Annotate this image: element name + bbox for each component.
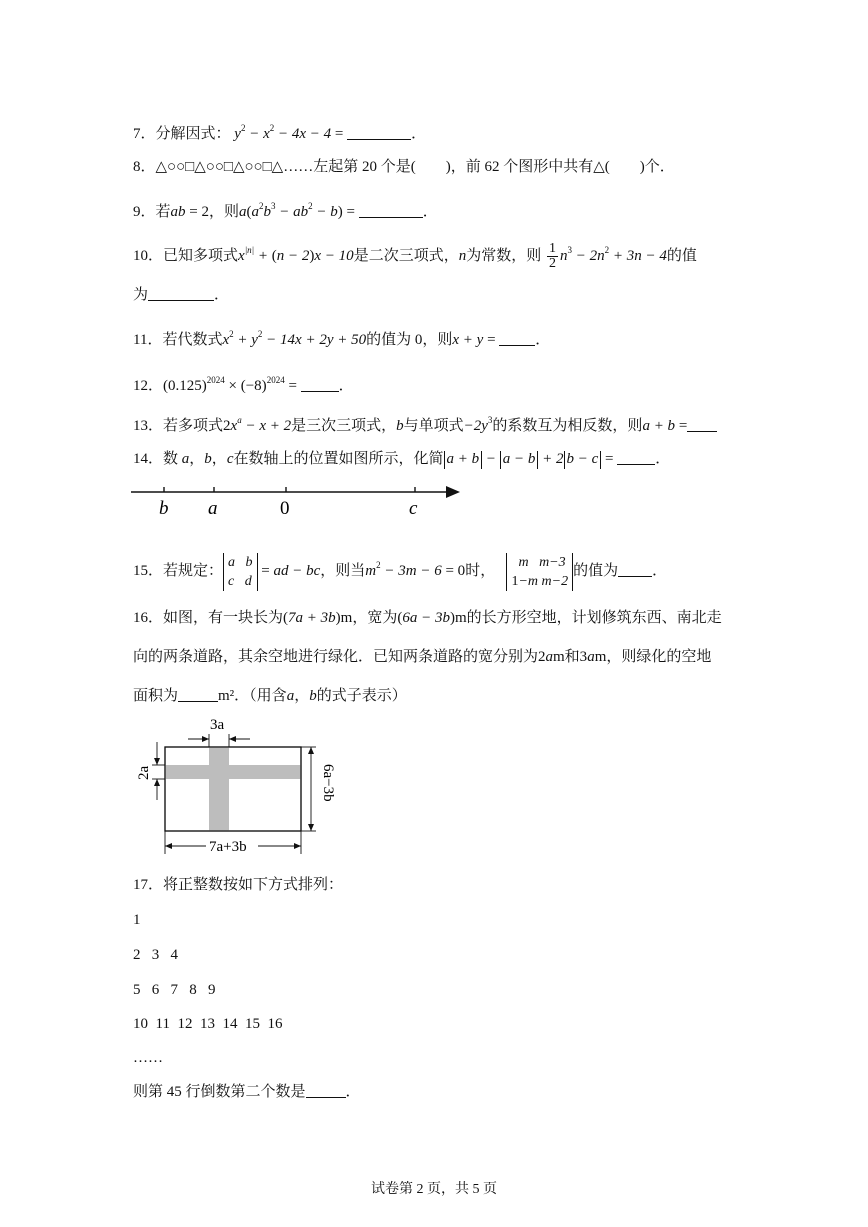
- question-text: 若多项式: [163, 418, 224, 434]
- label-top: 3a: [210, 717, 225, 733]
- arrow-head: [308, 824, 314, 831]
- label-left: 2a: [136, 765, 152, 780]
- arrow-head: [229, 736, 236, 742]
- question-text: 为: [133, 287, 149, 303]
- expression: a + b − a − b + 2 b − c =: [444, 451, 614, 467]
- answer-blank: [148, 286, 214, 301]
- question-text: m，宽为: [340, 610, 398, 626]
- question-text: 的值为: [573, 563, 619, 579]
- question-text: 时，: [465, 563, 496, 579]
- question-number: 7．: [133, 126, 156, 142]
- question-text: 面积为: [133, 688, 179, 704]
- question-text: 如图，有一块长为: [163, 610, 284, 626]
- question-number: 13．: [133, 418, 164, 434]
- question-9: [133, 196, 438, 222]
- question-text: ，: [294, 688, 310, 704]
- fraction-half: $\frac{1}{2}$: [548, 241, 556, 272]
- expression: $x^2 + y^2 - 14x + 2y + 50$: [222, 329, 367, 348]
- expression: x + y =: [452, 332, 496, 348]
- question-text: 向的两条道路，其余空地进行绿化．已知两条道路的宽分别为2: [133, 649, 546, 665]
- expression: = ad − bc: [261, 563, 321, 579]
- question-text: 是三次三项式，: [291, 418, 397, 434]
- arrow-head: [165, 843, 172, 849]
- label-a: a: [208, 498, 218, 519]
- question-number: 17．: [133, 877, 164, 893]
- question-17: [133, 875, 343, 895]
- number-line: [128, 480, 468, 520]
- arrow-head: [294, 843, 301, 849]
- question-10: 10．已知多项式$x^{|n|} + (n - 2)x - 10$是二次三项式，n为常数，则 $\frac{1}{2}$ $n^3 - 2n^2 + 3n - 4$的值: [133, 241, 697, 272]
- north-south-road: [209, 747, 229, 831]
- question-text: 已知多项式: [163, 248, 239, 264]
- expression: $(0.125)^{2024} \times (-8)^{2024}$ =: [163, 375, 297, 394]
- condition: ab = 2: [170, 204, 209, 220]
- polynomial: $2x^a - x + 2$: [223, 415, 292, 434]
- question-number: 10．: [133, 248, 164, 264]
- comma: ，: [189, 451, 205, 467]
- question-11: [133, 324, 550, 350]
- answer-blank: [687, 417, 717, 432]
- number-row-3: 5 6 7 8 9: [133, 982, 216, 998]
- page-footer: 试卷第 2 页，共 5 页: [371, 1182, 497, 1197]
- question-text: m，则绿化的空地: [594, 649, 712, 665]
- period: ．: [345, 1084, 361, 1100]
- number-row-4: 10 11 12 13 14 15 16: [133, 1016, 283, 1032]
- arrow-head: [446, 486, 460, 498]
- expression: a + b =: [642, 418, 688, 434]
- question-13: 13．若多项式$2x^a - x + 2$是三次三项式，b与单项式$-2y^3$的系数互为相反数，则a + b =: [133, 410, 717, 436]
- answer-blank: [359, 203, 423, 218]
- question-text: m和3: [553, 649, 588, 665]
- determinant: m m−3 1−m m−2: [506, 553, 573, 591]
- answer-blank: [347, 125, 411, 140]
- question-8: [133, 157, 675, 177]
- answer-blank: [617, 450, 655, 465]
- period: ．: [655, 451, 671, 467]
- polynomial: $x^{|n|} + (n - 2)x - 10$: [238, 245, 354, 264]
- question-16-line1: [133, 608, 722, 628]
- question-text: 与单项式: [403, 418, 464, 434]
- question-text: 的值: [666, 248, 697, 264]
- comma: ，: [211, 451, 227, 467]
- period: ．: [422, 204, 438, 220]
- question-14: 14．数 a，b，c在数轴上的位置如图所示，化简 a + b − a − b + 2 b − c = ．: [133, 451, 671, 467]
- question-text: 若代数式: [162, 332, 223, 348]
- label-right: 6a−3b: [320, 764, 336, 802]
- arrow-head: [154, 779, 160, 786]
- rectangle-figure: [130, 712, 340, 860]
- arrow-head: [154, 758, 160, 765]
- ellipsis-row: ……: [133, 1050, 163, 1066]
- question-text: 若规定：: [163, 563, 224, 579]
- expression: $a(a^2b^3 - ab^2 - b)$ =: [239, 201, 355, 220]
- question-number: 15．: [133, 563, 164, 579]
- east-west-road: [165, 765, 301, 779]
- question-text: 的系数互为相反数，则: [492, 418, 643, 434]
- period: ．: [535, 332, 551, 348]
- question-number: 14．: [133, 451, 164, 467]
- question-16-line3: 面积为 m²．（用含a，b的式子表示）: [133, 688, 407, 704]
- label-b: b: [159, 498, 169, 519]
- land-rectangle: [165, 747, 301, 831]
- question-text: 的值为 0，则: [366, 332, 453, 348]
- question-10-line2: [133, 285, 229, 305]
- label-zero: 0: [280, 498, 290, 519]
- question-number: 11．: [133, 332, 163, 348]
- equation: $m^2 - 3m - 6 = 0$: [365, 560, 466, 579]
- period: ．: [652, 563, 668, 579]
- length-expression: (7a + 3b): [283, 610, 341, 626]
- arrow-head: [308, 747, 314, 754]
- label-bottom: 7a+3b: [209, 839, 247, 855]
- question-text: m²．（用含: [218, 688, 287, 704]
- question-text: m的长方形空地，计划修筑东西、南北走: [454, 610, 722, 626]
- question-7: [133, 118, 426, 144]
- question-text: 的式子表示）: [316, 688, 407, 704]
- answer-blank: [301, 377, 339, 392]
- question-number: 8．: [133, 159, 156, 175]
- label-c: c: [409, 498, 418, 519]
- question-text: 则第 45 行倒数第二个数是: [133, 1084, 306, 1100]
- question-text: 将正整数按如下方式排列：: [163, 877, 344, 893]
- question-text: △○○□△○○□△○○□△……左起第 20 个是( )，前 62 个图形中共有△( )个．: [155, 159, 675, 175]
- answer-blank: [499, 331, 535, 346]
- question-number: 16．: [133, 610, 164, 626]
- answer-blank: [178, 687, 218, 702]
- question-text: ，则当: [320, 563, 366, 579]
- question-number: 12．: [133, 378, 164, 394]
- question-text: 为常数，则: [466, 248, 542, 264]
- monomial: $-2y^3$: [463, 415, 493, 434]
- answer-blank: [306, 1083, 346, 1098]
- question-text: ，则: [209, 204, 240, 220]
- question-text: 若: [155, 204, 171, 220]
- question-number: 9．: [133, 204, 156, 220]
- question-17-ask: [133, 1082, 361, 1102]
- expression: $y^2 - x^2 - 4x - 4$ =: [234, 123, 344, 142]
- expression: $n^3 - 2n^2 + 3n - 4$: [559, 245, 667, 264]
- question-15: [133, 545, 667, 591]
- period: ．: [338, 378, 354, 394]
- question-text: 是二次三项式，: [353, 248, 459, 264]
- arrow-head: [202, 736, 209, 742]
- question-text: 在数轴上的位置如图所示，化简: [233, 451, 444, 467]
- question-12: [133, 370, 354, 396]
- question-text: 分解因式：: [155, 126, 231, 142]
- period: ．: [411, 126, 427, 142]
- question-16-line2: 向的两条道路，其余空地进行绿化．已知两条道路的宽分别为2am和3am，则绿化的空地: [133, 649, 712, 665]
- question-text: 数: [163, 451, 179, 467]
- determinant-definition: a b c d: [223, 553, 258, 591]
- number-row-2: 2 3 4: [133, 947, 178, 963]
- width-expression: (6a − 3b): [397, 610, 455, 626]
- period: ．: [214, 287, 230, 303]
- answer-blank: [618, 562, 652, 577]
- number-row-1: 1: [133, 912, 141, 928]
